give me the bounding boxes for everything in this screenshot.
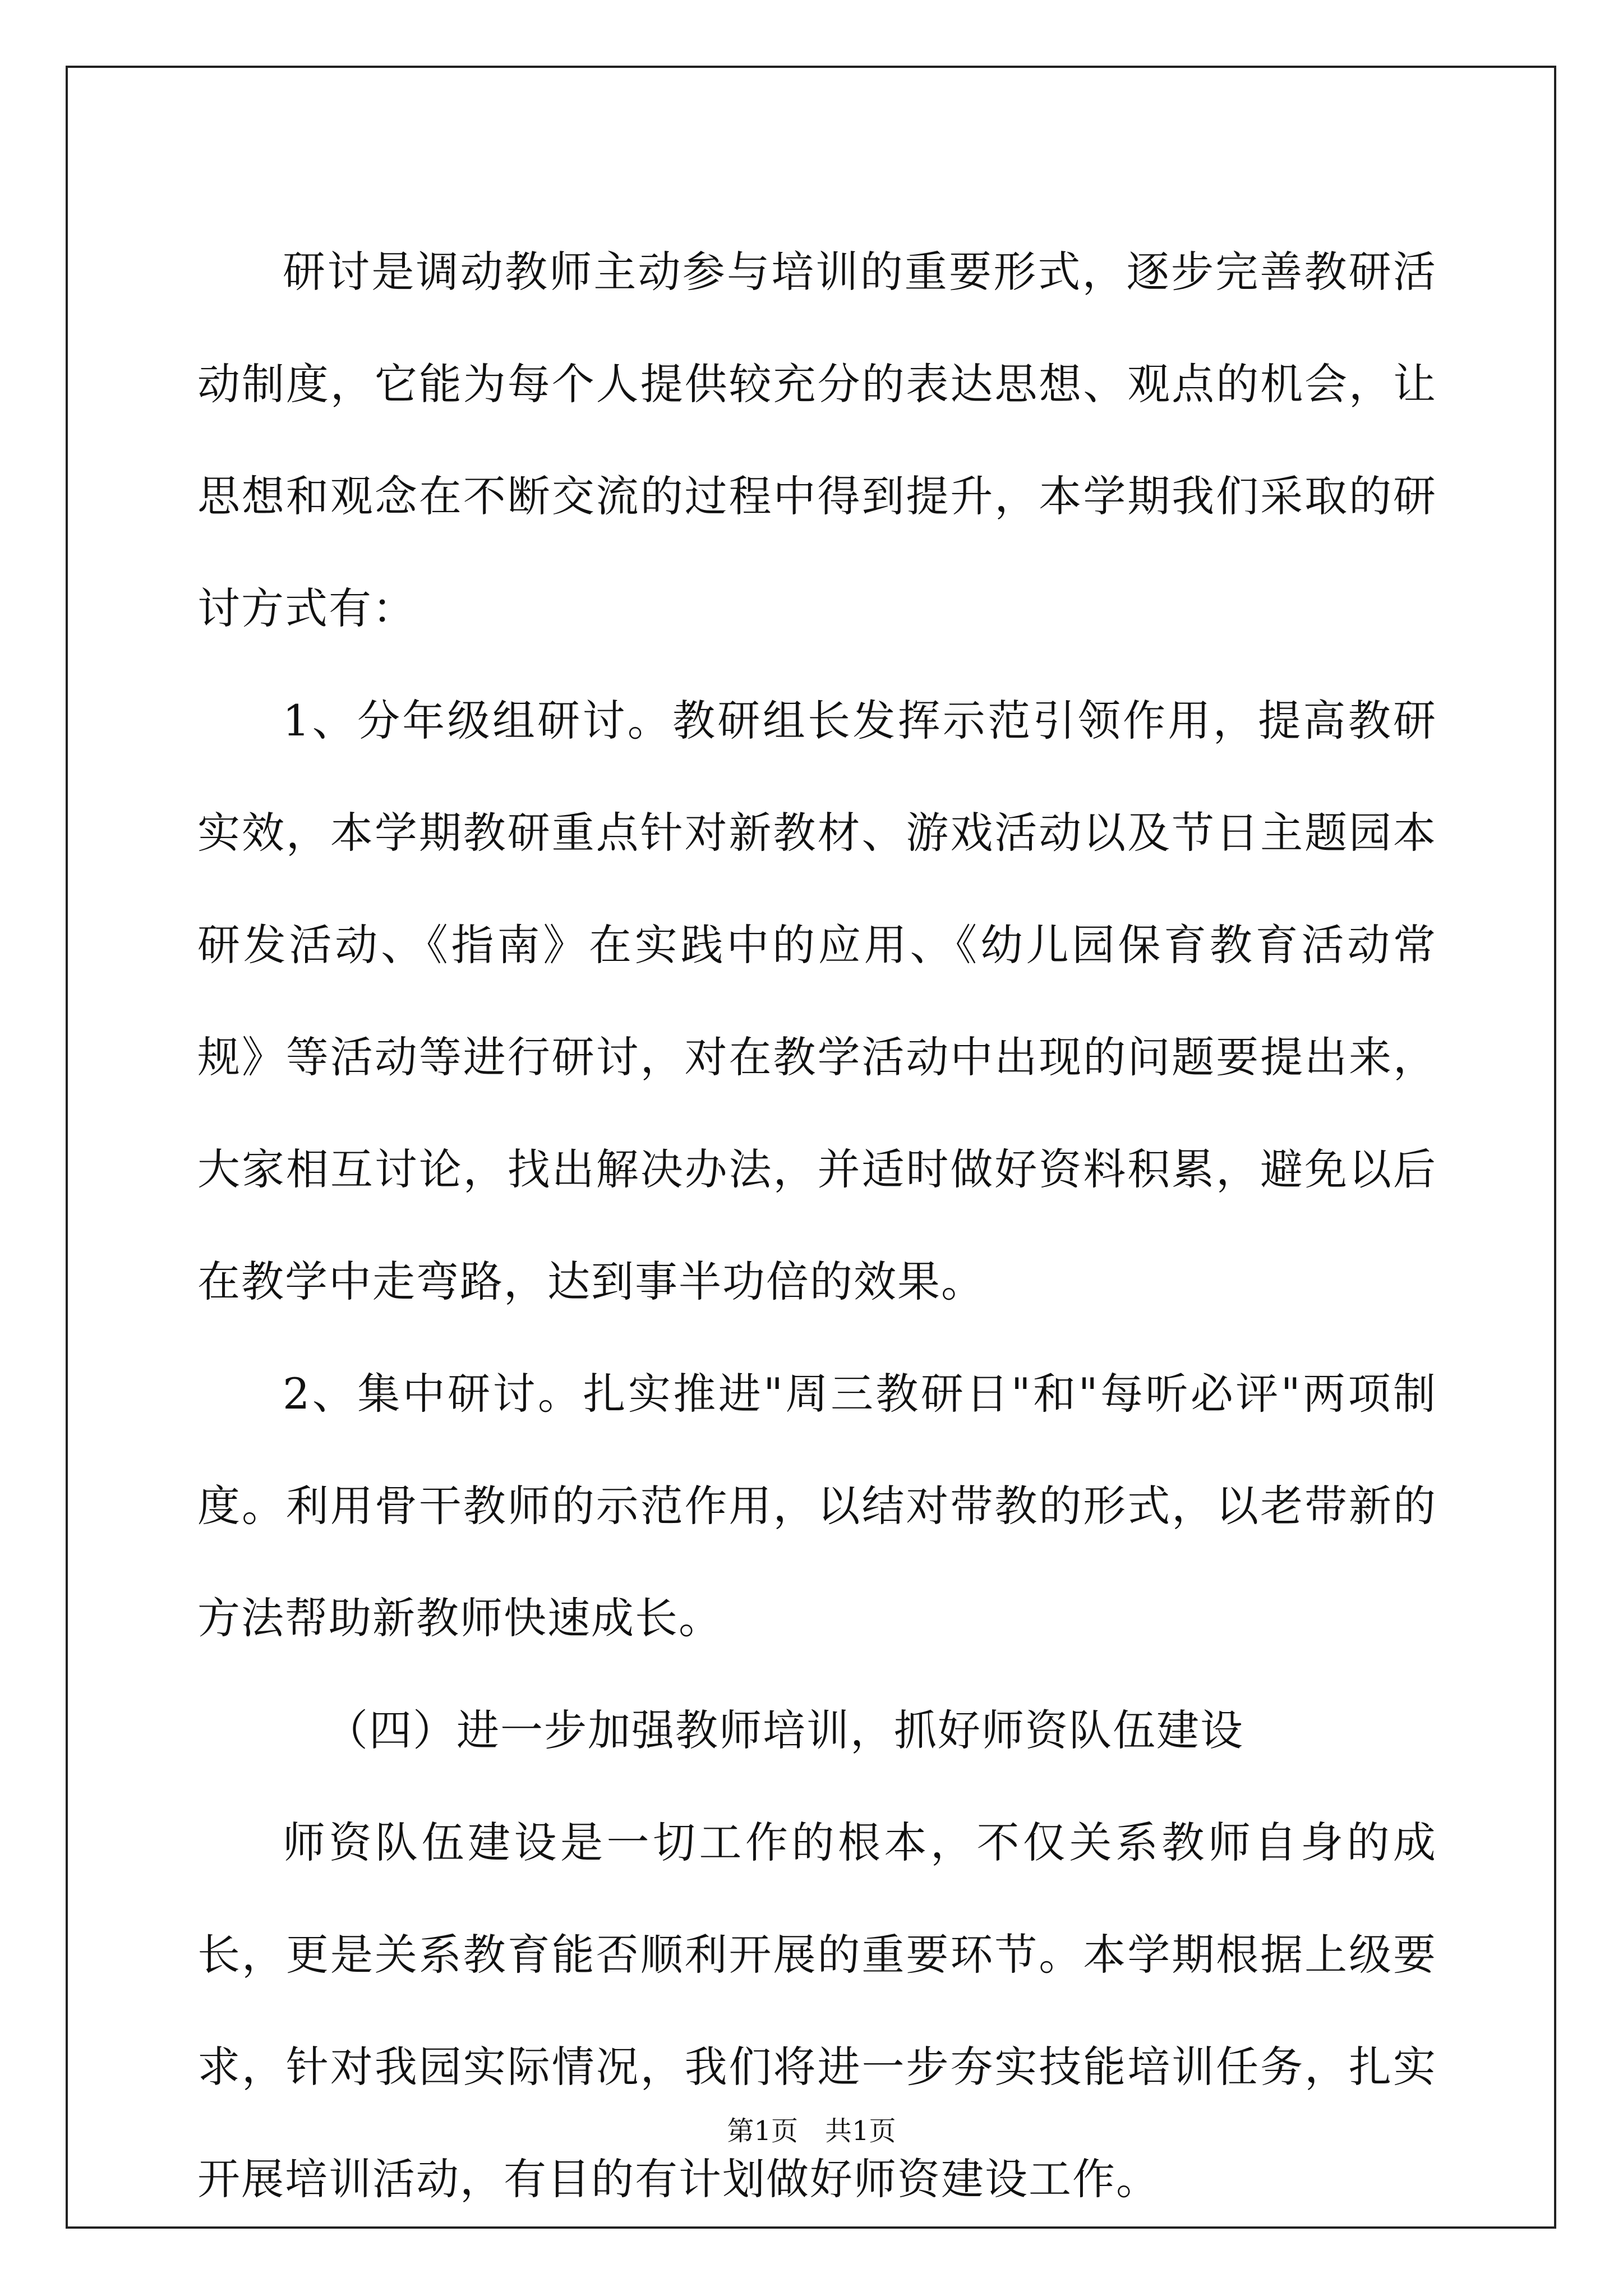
paragraph-intro: 研讨是调动教师主动参与培训的重要形式，逐步完善教研活动制度，它能为每个人提供较充分的表达思想、观点的机会，让思想和观念在不断交流的过程中得到提升，本学期我们采取的研讨方式有：: [197, 247, 1437, 633]
paragraph-grade-research: 1、分年级组研讨。教研组长发挥示范引领作用，提高教研实效，本学期教研重点针对新教材、游戏活动以及节日主题园本研发活动、《指南》在实践中的应用、《幼儿园保育教育活动常规》等活动等进行研讨，对在教学活动中出现的问题要提出来，大家相互讨论，找出解决办法，并适时做好资料积累，避免以后在教学中走弯路，达到事半功倍的效果。: [197, 696, 1437, 1306]
section-heading: （四）进一步加强教师培训，抓好师资队伍建设: [325, 1705, 1244, 1755]
paragraph-central-research: 2、集中研讨。扎实推进"周三教研日"和"每听必评"两项制度。利用骨干教师的示范作用，以结对带教的形式，以老带新的方法帮助新教师快速成长。: [197, 1369, 1437, 1643]
page-number: 第1页 共1页: [727, 2115, 896, 2147]
paragraph-staff-building: 师资队伍建设是一切工作的根本，不仅关系教师自身的成长，更是关系教育能否顺利开展的重要环节。本学期根据上级要求，针对我园实际情况，我们将进一步夯实技能培训任务，扎实开展培训活动，有目的有计划做好师资建设工作。: [197, 1818, 1437, 2204]
page-footer: [0, 2109, 1623, 2148]
document-body: [197, 216, 1437, 2235]
